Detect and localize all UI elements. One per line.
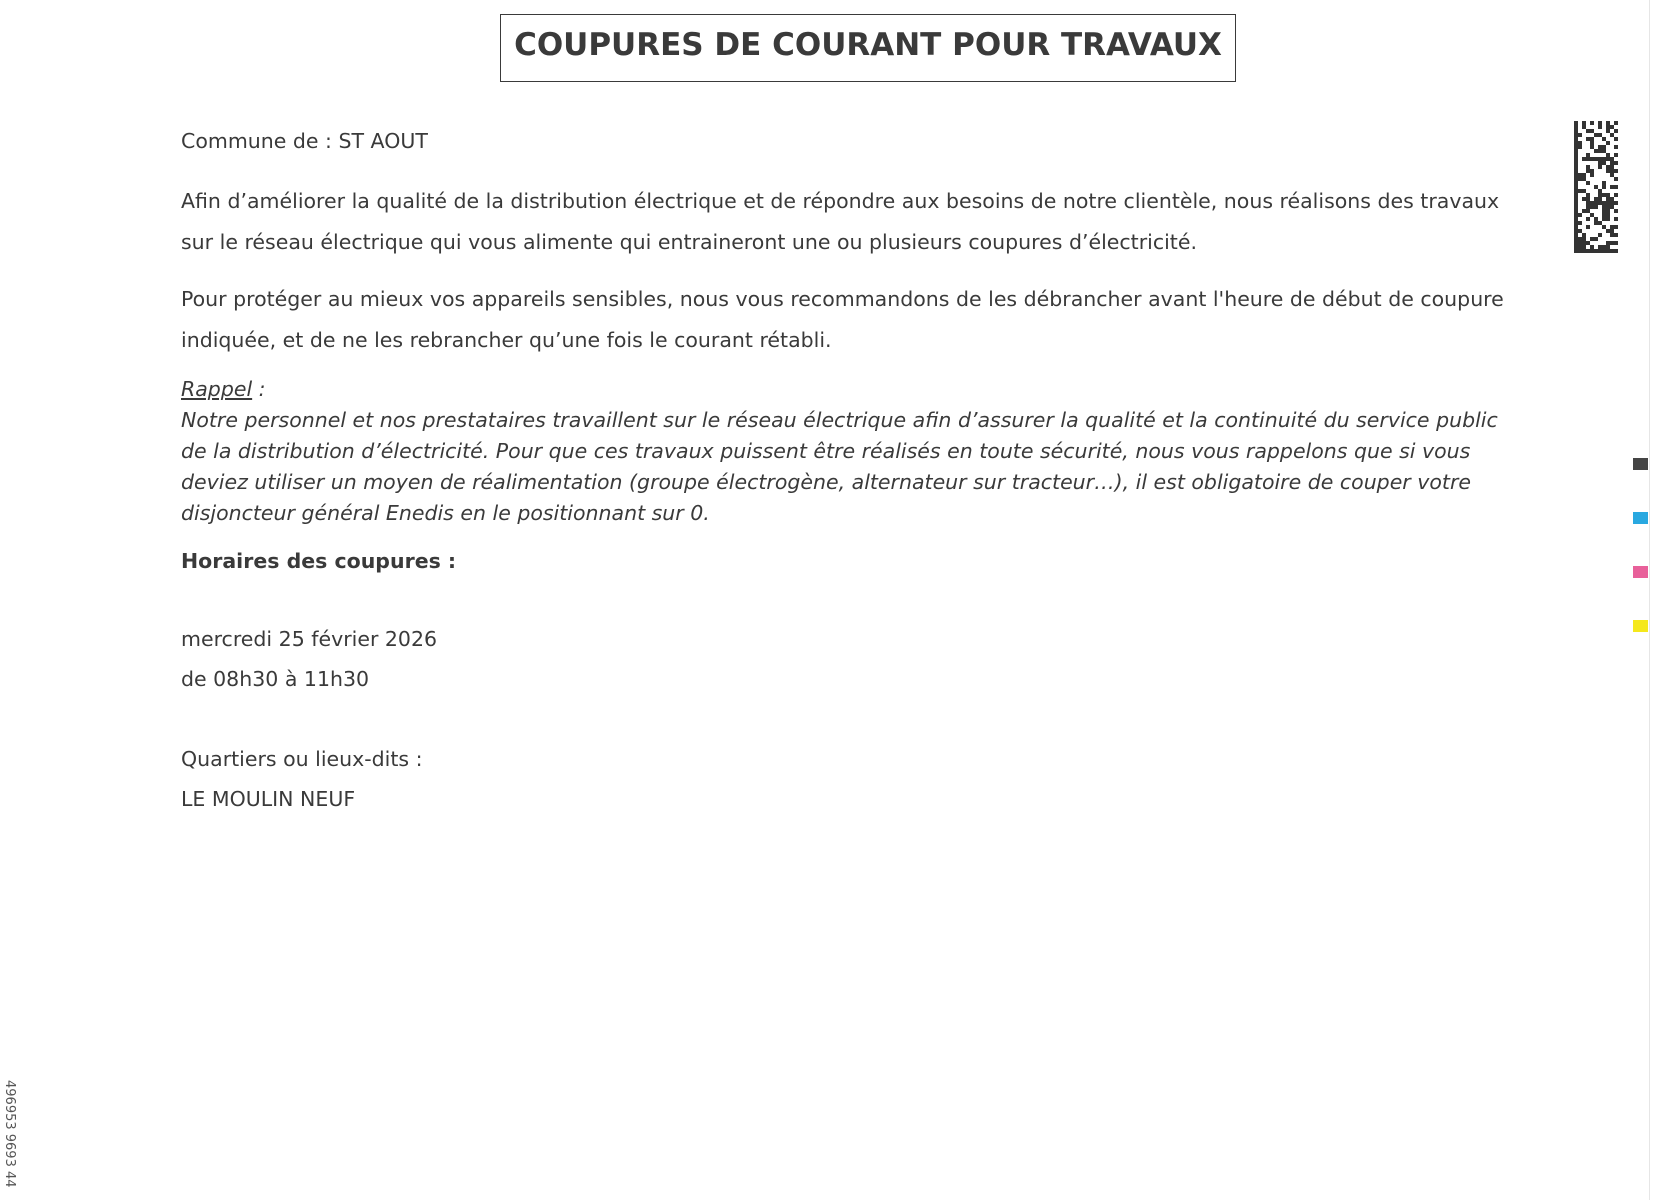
registration-mark-cyan	[1633, 512, 1648, 524]
quartiers-label: Quartiers ou lieux-dits :	[181, 747, 423, 771]
rappel-label: Rappel	[181, 377, 253, 401]
registration-mark-yellow	[1633, 620, 1648, 632]
horaires-heading: Horaires des coupures :	[181, 549, 457, 573]
intro-line: sur le réseau électrique qui vous alimente qui entraineront une ou plusieurs coupures d’électricité.	[181, 230, 1197, 254]
commune-line: Commune de : ST AOUT	[181, 129, 428, 153]
title-box	[500, 14, 1236, 82]
rappel-line: Notre personnel et nos prestataires travaillent sur le réseau électrique afin d’assurer la qualité et la continuité du service public	[181, 408, 1498, 432]
rappel-heading	[181, 377, 266, 401]
intro-line: Afin d’améliorer la qualité de la distribution électrique et de répondre aux besoins de notre clientèle, nous réalisons des travaux	[181, 189, 1500, 213]
advice-line: indiquée, et de ne les rebrancher qu’une fois le courant rétabli.	[181, 328, 832, 352]
scan-edge	[1649, 0, 1650, 1200]
rappel-paragraph	[181, 405, 1501, 529]
datamatrix-code	[1574, 121, 1618, 253]
rappel-colon: :	[252, 377, 266, 401]
rappel-line: disjoncteur général Enedis en le positionnant sur 0.	[181, 501, 710, 525]
outage-time: de 08h30 à 11h30	[181, 667, 370, 691]
rappel-line: de la distribution d’électricité. Pour que ces travaux puissent être réalisés en toute sécurité, nous vous rappelons que si vous	[181, 439, 1471, 463]
registration-mark-black	[1633, 458, 1648, 470]
advice-paragraph	[181, 279, 1511, 361]
outage-date: mercredi 25 février 2026	[181, 627, 438, 651]
page-title: COUPURES DE COURANT POUR TRAVAUX	[514, 27, 1222, 63]
intro-paragraph	[181, 181, 1511, 263]
advice-line: Pour protéger au mieux vos appareils sensibles, nous vous recommandons de les débrancher avant l'heure de début de coupure	[181, 287, 1504, 311]
registration-mark-magenta	[1633, 566, 1648, 578]
document-reference-code: 496953 9693 44	[2, 1080, 17, 1188]
rappel-line: deviez utiliser un moyen de réalimentation (groupe électrogène, alternateur sur tracteur…), il est obligatoire de couper votre	[181, 470, 1472, 494]
quartier-name: LE MOULIN NEUF	[181, 787, 356, 811]
